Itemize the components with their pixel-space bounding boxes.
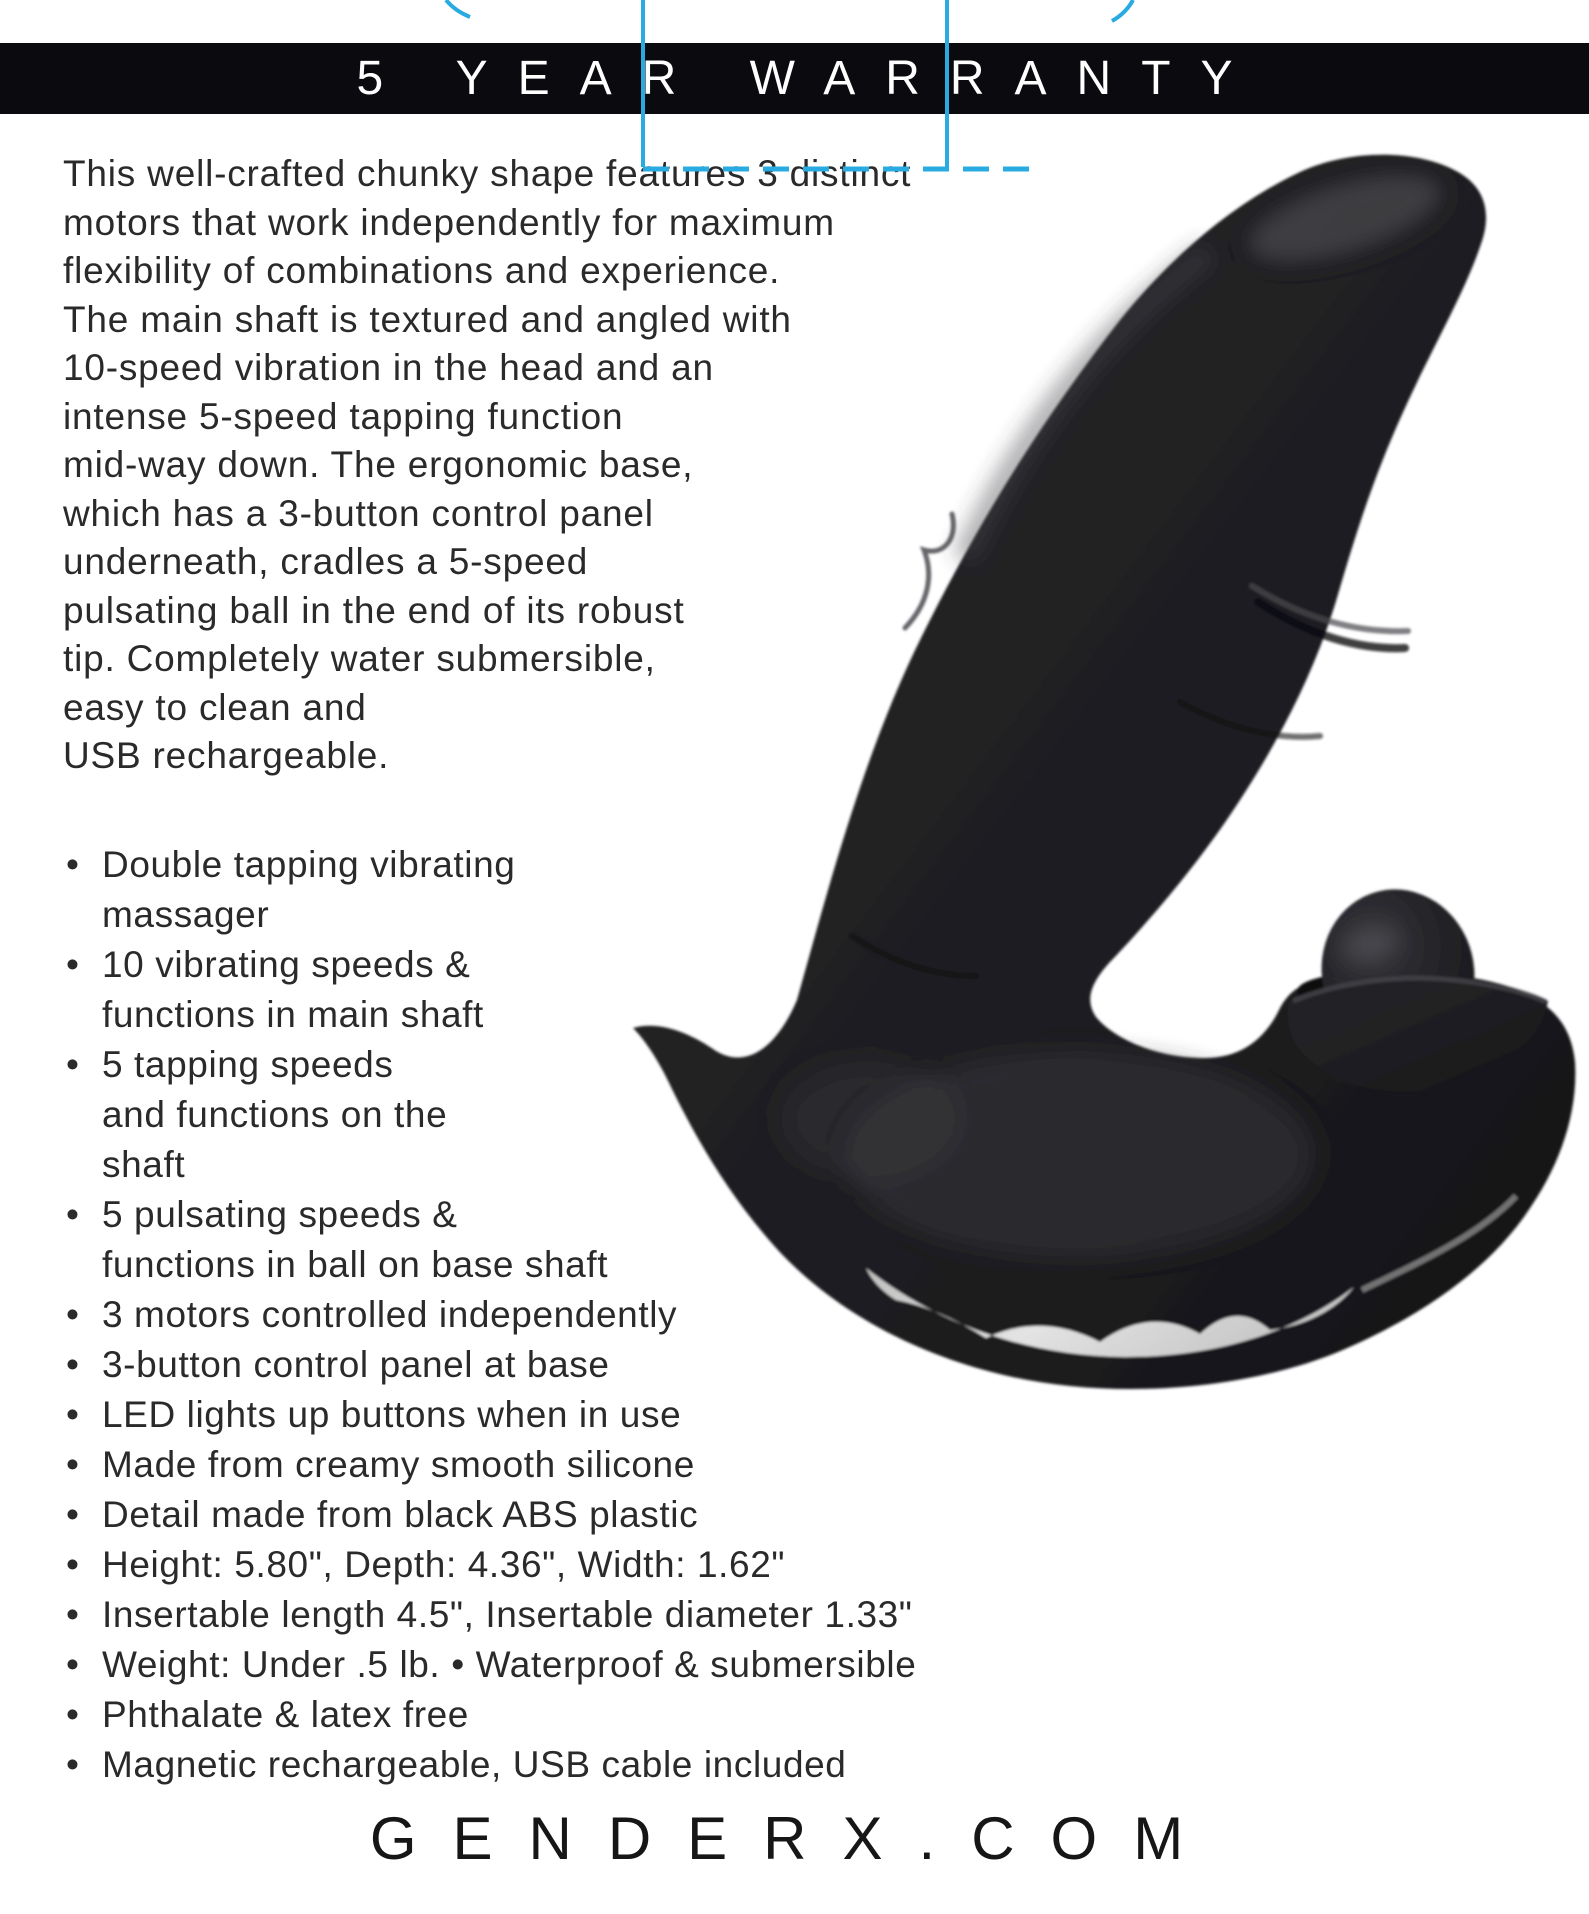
feature-item [66, 1740, 916, 1790]
bullet-icon: • [66, 1494, 80, 1535]
feature-item [66, 1290, 916, 1340]
feature-item [66, 1440, 916, 1490]
feature-text: and functions on the [102, 1094, 448, 1135]
feature-text: Magnetic rechargeable, USB cable included [102, 1744, 847, 1785]
feature-item [66, 1690, 916, 1740]
feature-text: functions in main shaft [102, 994, 484, 1035]
feature-item [66, 1390, 916, 1440]
crop-mark-right [1112, 0, 1133, 21]
description-line: USB rechargeable. [63, 735, 390, 776]
feature-item [66, 840, 916, 890]
bullet-icon: • [66, 1544, 80, 1585]
feature-item [66, 1640, 916, 1690]
bullet-icon: • [66, 1744, 80, 1785]
feature-text: Insertable length 4.5", Insertable diameter 1.33" [102, 1594, 913, 1635]
feature-item [66, 940, 916, 990]
feature-text: Weight: Under .5 lb. • Waterproof & submersible [102, 1644, 917, 1685]
features-list [66, 840, 916, 1790]
description-line: flexibility of combinations and experience. [63, 250, 781, 291]
bullet-icon: • [66, 1444, 80, 1485]
feature-text: LED lights up buttons when in use [102, 1394, 682, 1435]
feature-text: 3-button control panel at base [102, 1344, 610, 1385]
description-line: This well-crafted chunky shape features 3 distinct [63, 153, 912, 194]
bullet-icon: • [66, 844, 80, 885]
feature-text: massager [102, 894, 270, 935]
description-line: which has a 3-button control panel [63, 492, 654, 534]
banner-title: 5 YEAR WARRANTY [356, 52, 1263, 105]
bullet-icon: • [66, 1394, 80, 1435]
feature-item [66, 990, 916, 1040]
description-line: underneath, cradles a 5-speed [63, 541, 589, 582]
feature-text: 5 tapping speeds [102, 1044, 394, 1085]
feature-item [66, 890, 916, 940]
feature-item [66, 1590, 916, 1640]
bullet-icon: • [66, 1294, 80, 1335]
feature-item [66, 1340, 916, 1390]
bullet-icon: • [66, 1644, 80, 1685]
description-line: motors that work independently for maximum [63, 201, 835, 243]
feature-item [66, 1140, 916, 1190]
feature-item [66, 1040, 916, 1090]
feature-text: 5 pulsating speeds & [102, 1194, 458, 1235]
bullet-icon: • [66, 944, 80, 985]
feature-item [66, 1490, 916, 1540]
description-line: mid-way down. The ergonomic base, [63, 444, 694, 485]
crop-mark-left [446, 0, 470, 17]
feature-text: shaft [102, 1144, 186, 1185]
feature-item [66, 1540, 916, 1590]
bullet-icon: • [66, 1194, 80, 1235]
description-line: intense 5-speed tapping function [63, 395, 624, 437]
description-line: The main shaft is textured and angled with [63, 298, 792, 340]
bullet-icon: • [66, 1044, 80, 1085]
description-line: tip. Completely water submersible, [63, 638, 656, 679]
feature-text: 10 vibrating speeds & [102, 944, 471, 985]
website-text: GENDERX.COM [369, 1805, 1220, 1872]
bullet-icon: • [66, 1594, 80, 1635]
bullet-icon: • [66, 1694, 80, 1735]
description-line: 10-speed vibration in the head and an [63, 347, 714, 388]
bullet-icon: • [66, 1344, 80, 1385]
feature-text: Detail made from black ABS plastic [102, 1494, 699, 1535]
description-line: easy to clean and [63, 686, 367, 728]
feature-text: Height: 5.80", Depth: 4.36", Width: 1.62" [102, 1544, 786, 1585]
feature-text: 3 motors controlled independently [102, 1294, 678, 1335]
site-footer [0, 1804, 1589, 1873]
feature-item [66, 1240, 916, 1290]
feature-item [66, 1190, 916, 1240]
annotation-overlay [0, 0, 1589, 260]
feature-text: functions in ball on base shaft [102, 1244, 609, 1285]
feature-text: Made from creamy smooth silicone [102, 1444, 695, 1485]
feature-item [66, 1090, 916, 1140]
feature-text: Double tapping vibrating [102, 844, 516, 885]
feature-text: Phthalate & latex free [102, 1694, 469, 1735]
description-line: pulsating ball in the end of its robust [63, 589, 685, 631]
